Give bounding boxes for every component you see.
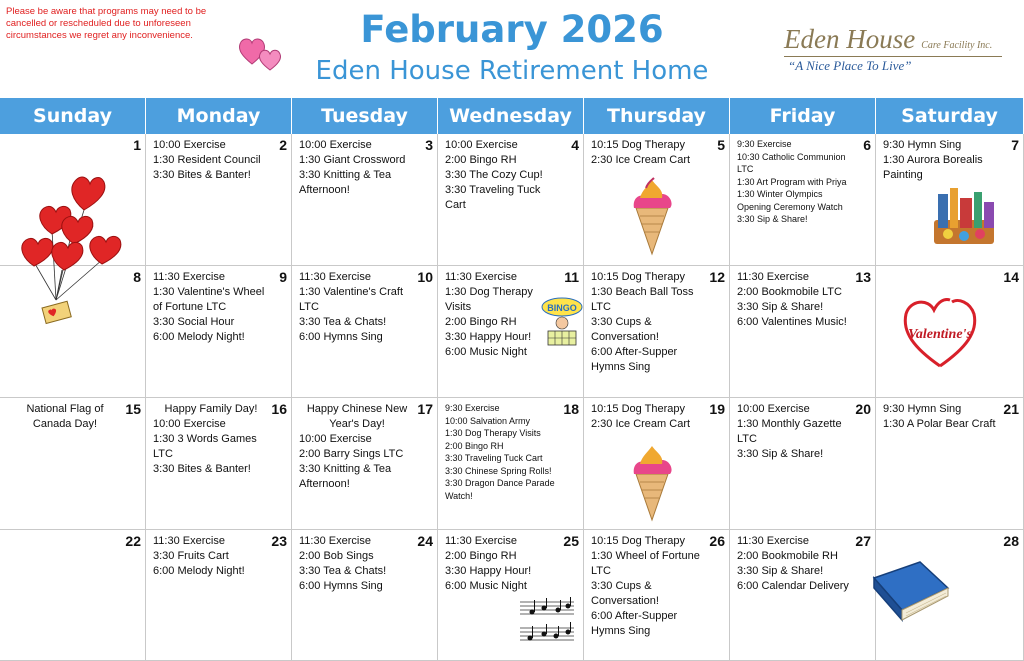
event-item: 11:30 Exercise	[299, 271, 371, 283]
event-item: 1:30 Dog Therapy Visits	[445, 428, 541, 438]
event-item: 11:30 Exercise	[445, 271, 517, 283]
event-item: 3:30 Bites & Banter!	[153, 463, 251, 475]
weekday-saturday: Saturday	[876, 98, 1024, 134]
event-item: 11:30 Exercise	[153, 535, 225, 547]
day-cell-23	[146, 530, 292, 661]
day-number: 9	[279, 269, 287, 285]
day-cell-26	[584, 530, 730, 661]
event-item: 3:30 Sip & Share!	[737, 448, 824, 460]
event-list	[153, 270, 269, 345]
event-list	[153, 534, 269, 579]
ice-cream-icon	[630, 176, 674, 256]
event-item: 2:30 Ice Cream Cart	[591, 154, 691, 166]
notice: Please be aware that programs may need to be cancelled or rescheduled due to unforeseen circumstances we regret any inconvenience.	[6, 6, 207, 41]
logo-divider	[784, 56, 1002, 57]
event-item: 6:00 Melody Night!	[153, 331, 245, 343]
day-number: 23	[271, 533, 287, 549]
event-item: 11:30 Exercise	[299, 535, 371, 547]
day-cell-22	[0, 530, 146, 661]
event-item: 1:30 Aurora Borealis Painting	[883, 154, 983, 181]
event-list	[591, 534, 707, 639]
day-cell-6	[730, 134, 876, 266]
day-cell-27	[730, 530, 876, 661]
event-item: 6:00 Melody Night!	[153, 565, 245, 577]
day-cell-24	[292, 530, 438, 661]
event-list	[591, 270, 707, 375]
weekday-sunday: Sunday	[0, 98, 146, 134]
weekday-wednesday: Wednesday	[438, 98, 584, 134]
event-item: 10:00 Exercise	[153, 418, 226, 430]
event-item: 10:00 Exercise	[153, 139, 226, 151]
event-item: 2:00 Bingo RH	[445, 550, 517, 562]
day-number: 27	[855, 533, 871, 549]
event-item: 6:00 Music Night	[445, 346, 527, 358]
day-cell-21	[876, 398, 1024, 530]
event-item: 1:30 Beach Ball Toss LTC	[591, 286, 694, 313]
event-item: 2:00 Bingo RH	[445, 440, 504, 451]
day-number: 21	[1003, 401, 1019, 417]
event-item: 3:30 Sip & Share!	[737, 214, 808, 224]
event-list	[883, 402, 1001, 432]
day-number: 28	[1003, 533, 1019, 549]
event-item: 3:30 Chinese Spring Rolls!	[445, 465, 552, 476]
day-cell-9	[146, 266, 292, 398]
event-item: 6:00 Hymns Sing	[299, 331, 383, 343]
event-item: 2:00 Bingo RH	[445, 154, 517, 166]
event-item: 11:30 Exercise	[737, 271, 809, 283]
event-list	[737, 534, 853, 594]
event-item: 3:30 Knitting & Tea Afternoon!	[299, 463, 392, 490]
event-item: 2:00 Bingo RH	[445, 316, 517, 328]
event-item: 10:15 Dog Therapy	[591, 535, 685, 547]
day-number: 22	[125, 533, 141, 549]
logo	[784, 24, 1004, 74]
event-list	[737, 270, 853, 330]
event-item: 3:30 Dragon Dance Parade Watch!	[445, 478, 555, 501]
event-item: 3:30 Knitting & Tea Afternoon!	[299, 169, 392, 196]
bingo-icon	[540, 293, 584, 347]
bingo-text: BINGO	[547, 303, 577, 313]
day-number: 24	[417, 533, 433, 549]
event-list	[299, 270, 415, 345]
day-number: 14	[1003, 269, 1019, 285]
day-number: 19	[709, 401, 725, 417]
event-item: 6:00 Music Night	[445, 580, 527, 592]
event-list	[591, 402, 707, 432]
ice-cream-icon-2	[630, 442, 674, 522]
day-number: 13	[855, 269, 871, 285]
day-number: 16	[271, 401, 287, 417]
day-cell-15	[0, 398, 146, 530]
event-item: 3:30 Traveling Tuck Cart	[445, 453, 543, 463]
event-item: 1:30 Wheel of Fortune LTC	[591, 550, 700, 577]
weekday-friday: Friday	[730, 98, 876, 134]
event-item: 6:00 After-Supper Hymns Sing	[591, 610, 678, 637]
day-cell-17	[292, 398, 438, 530]
event-item: National Flag of Canada Day!	[26, 403, 104, 430]
weekday-tuesday: Tuesday	[292, 98, 438, 134]
music-notes-icon	[518, 594, 576, 650]
day-number: 17	[417, 401, 433, 417]
logo-tagline: “A Nice Place To Live”	[788, 58, 912, 73]
page-subtitle: Eden House Retirement Home	[315, 56, 709, 86]
event-item: 1:30 Resident Council	[153, 154, 261, 166]
event-item: 3:30 Tea & Chats!	[299, 565, 387, 577]
event-item: 1:30 Winter Olympics Opening Ceremony Watch	[737, 189, 843, 212]
day-number: 5	[717, 137, 725, 153]
event-item: 3:30 Cups & Conversation!	[591, 580, 659, 607]
event-item: 6:00 Calendar Delivery	[737, 580, 849, 592]
event-item: 3:30 Cups & Conversation!	[591, 316, 659, 343]
day-number: 15	[125, 401, 141, 417]
balloons-icon	[12, 170, 124, 340]
event-item: 3:30 Happy Hour!	[445, 331, 532, 343]
day-number: 26	[709, 533, 725, 549]
logo-name: Eden House	[784, 24, 916, 54]
day-cell-13	[730, 266, 876, 398]
event-item: 1:30 Art Program with Priya	[737, 176, 847, 187]
event-item: 10:15 Dog Therapy	[591, 271, 685, 283]
day-number: 7	[1011, 137, 1019, 153]
day-number: 4	[571, 137, 579, 153]
event-list	[737, 138, 853, 226]
event-item: 3:30 Social Hour	[153, 316, 235, 328]
page-title: February 2026	[360, 8, 664, 51]
event-list	[445, 138, 561, 213]
day-cell-10	[292, 266, 438, 398]
event-list	[153, 402, 269, 477]
day-cell-20	[730, 398, 876, 530]
weekday-thursday: Thursday	[584, 98, 730, 134]
event-item: Happy Family Day!	[164, 403, 258, 415]
event-item: 1:30 Valentine's Craft LTC	[299, 286, 404, 313]
day-number: 3	[425, 137, 433, 153]
event-list	[7, 402, 123, 432]
event-item: 10:00 Exercise	[445, 139, 518, 151]
art-supplies-icon	[928, 180, 1004, 250]
event-item: 10:00 Exercise	[299, 139, 372, 151]
day-cell-4	[438, 134, 584, 266]
valentine-icon	[898, 288, 982, 372]
event-item: 6:00 Hymns Sing	[299, 580, 383, 592]
event-item: 1:30 Valentine's Wheel of Fortune LTC	[153, 286, 265, 313]
event-item: 9:30 Hymn Sing	[883, 139, 962, 151]
event-item: 3:30 Tea & Chats!	[299, 316, 387, 328]
event-list	[591, 138, 707, 168]
event-item: 2:00 Bob Sings	[299, 550, 374, 562]
logo-sub: Care Facility Inc.	[921, 40, 993, 51]
day-number: 11	[564, 269, 579, 285]
weekday-monday: Monday	[146, 98, 292, 134]
event-list	[299, 138, 415, 198]
event-item: 11:30 Exercise	[445, 535, 517, 547]
event-item: 1:30 3 Words Games LTC	[153, 433, 257, 460]
event-item: 1:30 Giant Crossword	[299, 154, 406, 166]
event-item: 2:00 Barry Sings LTC	[299, 448, 404, 460]
event-item: 1:30 Dog Therapy Visits	[445, 286, 533, 313]
event-item: 3:30 Sip & Share!	[737, 565, 824, 577]
event-item: 3:30 Happy Hour!	[445, 565, 532, 577]
day-cell-16	[146, 398, 292, 530]
event-item: 1:30 Monthly Gazette LTC	[737, 418, 842, 445]
event-item: 10:15 Dog Therapy	[591, 403, 685, 415]
event-item: 2:00 Bookmobile RH	[737, 550, 838, 562]
day-number: 18	[563, 401, 579, 417]
event-item: 10:00 Exercise	[737, 403, 810, 415]
event-item: 10:30 Catholic Communion LTC	[737, 151, 846, 174]
day-number: 1	[133, 137, 141, 153]
event-item: 9:30 Exercise	[445, 403, 500, 413]
event-item: 2:00 Bookmobile LTC	[737, 286, 842, 298]
day-cell-18	[438, 398, 584, 530]
day-cell-3	[292, 134, 438, 266]
calendar-grid	[0, 98, 1024, 661]
day-cell-2	[146, 134, 292, 266]
event-list	[737, 402, 853, 462]
day-number: 8	[133, 269, 141, 285]
event-item: 9:30 Hymn Sing	[883, 403, 962, 415]
event-list	[883, 138, 1001, 183]
event-item: 1:30 A Polar Bear Craft	[883, 418, 996, 430]
event-item: 6:00 Valentines Music!	[737, 316, 847, 328]
valentine-text: Valentine's	[908, 327, 972, 342]
event-list	[445, 534, 561, 594]
event-item: 10:00 Exercise	[299, 433, 372, 445]
event-item: 3:30 Fruits Cart	[153, 550, 229, 562]
event-item: 2:30 Ice Cream Cart	[591, 418, 691, 430]
day-number: 6	[863, 137, 871, 153]
event-item: 10:00 Salvation Army	[445, 415, 531, 426]
day-number: 10	[417, 269, 433, 285]
event-list	[153, 138, 269, 183]
hearts-icon	[238, 34, 286, 72]
event-item: Happy Chinese New Year's Day!	[306, 403, 408, 430]
event-list	[299, 534, 415, 594]
event-item: 11:30 Exercise	[153, 271, 225, 283]
event-item: 11:30 Exercise	[737, 535, 809, 547]
event-item: 3:30 Bites & Banter!	[153, 169, 251, 181]
event-item: 9:30 Exercise	[737, 139, 792, 149]
event-item: 6:00 After-Supper Hymns Sing	[591, 346, 678, 373]
event-item: 3:30 The Cozy Cup!	[445, 169, 543, 181]
event-item: 10:15 Dog Therapy	[591, 139, 685, 151]
event-list	[445, 402, 561, 502]
day-number: 20	[855, 401, 871, 417]
day-number: 25	[563, 533, 579, 549]
day-number: 2	[279, 137, 287, 153]
weekday-header	[0, 98, 1024, 134]
day-number: 12	[709, 269, 725, 285]
event-item: 3:30 Sip & Share!	[737, 301, 824, 313]
event-list	[299, 402, 415, 492]
day-cell-12	[584, 266, 730, 398]
event-item: 3:30 Traveling Tuck Cart	[445, 184, 541, 211]
book-icon	[868, 556, 952, 622]
